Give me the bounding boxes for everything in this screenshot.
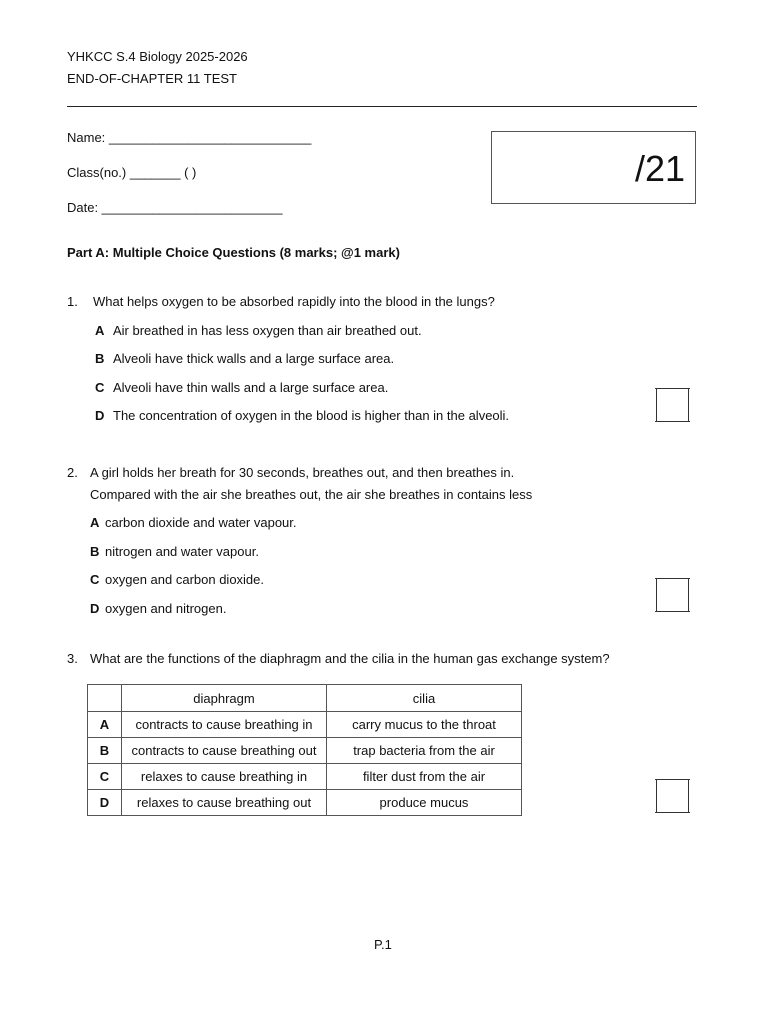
option-d bbox=[95, 408, 509, 423]
option-d bbox=[90, 601, 226, 616]
option-text: oxygen and carbon dioxide. bbox=[105, 572, 265, 587]
option-text: Air breathed in has less oxygen than air breathed out. bbox=[113, 323, 422, 338]
cilia-cell: carry mucus to the throat bbox=[327, 712, 522, 738]
question-number: 1. bbox=[67, 294, 78, 309]
date-field[interactable]: Date: _________________________ bbox=[67, 200, 283, 215]
school-line: YHKCC S.4 Biology 2025-2026 bbox=[67, 49, 248, 64]
diaphragm-cell: relaxes to cause breathing in bbox=[122, 764, 327, 790]
question-number: 3. bbox=[67, 651, 78, 666]
part-a-title: Part A: Multiple Choice Questions (8 marks; @1 mark) bbox=[67, 245, 400, 260]
table-row bbox=[88, 790, 522, 816]
answer-box-q1[interactable] bbox=[656, 388, 689, 422]
question-stem: What are the functions of the diaphragm and the cilia in the human gas exchange system? bbox=[90, 651, 610, 666]
table-row bbox=[88, 738, 522, 764]
option-text: Alveoli have thick walls and a large surface area. bbox=[113, 351, 395, 366]
test-title: END-OF-CHAPTER 11 TEST bbox=[67, 71, 237, 86]
table-header-row bbox=[88, 685, 522, 712]
option-letter: C bbox=[95, 380, 105, 395]
cilia-cell: trap bacteria from the air bbox=[327, 738, 522, 764]
option-letter: C bbox=[90, 572, 100, 587]
option-text: Alveoli have thin walls and a large surface area. bbox=[113, 380, 389, 395]
option-c bbox=[95, 380, 388, 395]
option-letter: D bbox=[95, 408, 105, 423]
answer-box-q2[interactable] bbox=[656, 578, 689, 612]
option-b bbox=[90, 544, 259, 559]
page-number: P.1 bbox=[374, 937, 392, 952]
question-stem: What helps oxygen to be absorbed rapidly into the blood in the lungs? bbox=[93, 294, 495, 309]
row-letter: A bbox=[88, 712, 122, 738]
option-b bbox=[95, 351, 394, 366]
row-letter: B bbox=[88, 738, 122, 764]
cilia-cell: produce mucus bbox=[327, 790, 522, 816]
option-text: The concentration of oxygen in the blood is higher than in the alveoli. bbox=[113, 408, 510, 423]
option-a bbox=[95, 323, 422, 338]
option-text: carbon dioxide and water vapour. bbox=[105, 515, 297, 530]
diaphragm-cell: contracts to cause breathing out bbox=[122, 738, 327, 764]
option-text: oxygen and nitrogen. bbox=[105, 601, 227, 616]
name-field[interactable]: Name: ____________________________ bbox=[67, 130, 312, 145]
question-number: 2. bbox=[67, 465, 78, 480]
table-row bbox=[88, 712, 522, 738]
table-row bbox=[88, 764, 522, 790]
table-header-diaphragm: diaphragm bbox=[122, 685, 327, 712]
option-letter: B bbox=[90, 544, 100, 559]
row-letter: C bbox=[88, 764, 122, 790]
class-field[interactable]: Class(no.) _______ ( ) bbox=[67, 165, 197, 180]
question-stem-line-2: Compared with the air she breathes out, the air she breathes in contains less bbox=[90, 487, 533, 502]
row-letter: D bbox=[88, 790, 122, 816]
options-table bbox=[87, 684, 522, 816]
option-letter: A bbox=[95, 323, 105, 338]
option-letter: A bbox=[90, 515, 100, 530]
option-c bbox=[90, 572, 264, 587]
option-text: nitrogen and water vapour. bbox=[105, 544, 259, 559]
option-a bbox=[90, 515, 297, 530]
table-header-blank bbox=[88, 685, 122, 712]
table-header-cilia: cilia bbox=[327, 685, 522, 712]
cilia-cell: filter dust from the air bbox=[327, 764, 522, 790]
option-letter: B bbox=[95, 351, 105, 366]
diaphragm-cell: contracts to cause breathing in bbox=[122, 712, 327, 738]
question-stem-line-1: A girl holds her breath for 30 seconds, breathes out, and then breathes in. bbox=[90, 465, 515, 480]
score-total: /21 bbox=[634, 148, 685, 189]
header-divider bbox=[67, 106, 697, 107]
answer-box-q3[interactable] bbox=[656, 779, 689, 813]
score-box[interactable] bbox=[491, 131, 696, 204]
option-letter: D bbox=[90, 601, 100, 616]
diaphragm-cell: relaxes to cause breathing out bbox=[122, 790, 327, 816]
